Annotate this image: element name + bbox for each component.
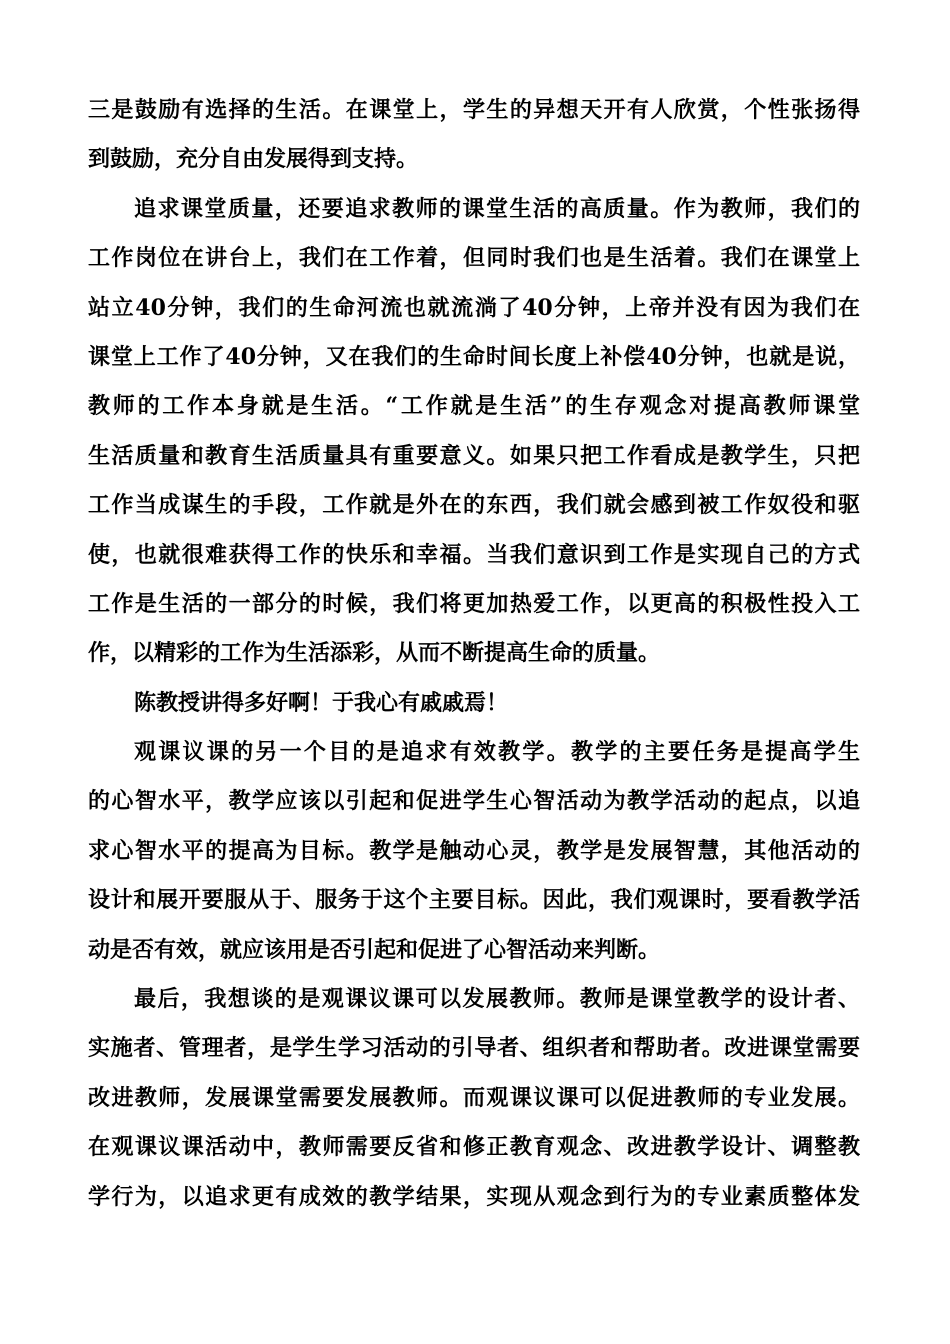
text-line: 实施者、管理者，是学生学习活动的引导者、组织者和帮助者。改进课堂需要 [88, 1035, 860, 1062]
text-line: 工作当成谋生的手段，工作就是外在的东西，我们就会感到被工作奴役和驱 [88, 492, 860, 519]
text-line: 最后，我想谈的是观课议课可以发展教师。教师是课堂教学的设计者、 [134, 986, 860, 1013]
text-line: 在观课议课活动中，教师需要反省和修正教育观念、改进教学设计、调整教 [88, 1134, 860, 1161]
text-line: 改进教师，发展课堂需要发展教师。而观课议课可以促进教师的专业发展。 [88, 1084, 860, 1111]
text-line: 陈教授讲得多好啊！于我心有戚戚焉！ [134, 689, 509, 716]
text-line: 的心智水平，教学应该以引起和促进学生心智活动为教学活动的起点，以追 [88, 788, 860, 815]
text-line: 工作岗位在讲台上，我们在工作着，但同时我们也是生活着。我们在课堂上 [88, 245, 860, 272]
text-line: 生活质量和教育生活质量具有重要意义。如果只把工作看成是教学生，只把 [88, 442, 860, 469]
text-line: 到鼓励，充分自由发展得到支持。 [88, 146, 419, 173]
text-line: 使，也就很难获得工作的快乐和幸福。当我们意识到工作是实现自己的方式 [88, 541, 860, 568]
text-line: 作，以精彩的工作为生活添彩，从而不断提高生命的质量。 [88, 640, 661, 667]
text-line: 站立40分钟，我们的生命河流也就流淌了40分钟，上帝并没有因为我们在 [88, 294, 860, 321]
text-line: 课堂上工作了40分钟，又在我们的生命时间长度上补偿40分钟，也就是说， [88, 343, 860, 370]
text-line: 追求课堂质量，还要追求教师的课堂生活的高质量。作为教师，我们的 [134, 195, 860, 222]
text-line: 教师的工作本身就是生活。“工作就是生活”的生存观念对提高教师课堂 [88, 393, 860, 420]
text-line: 设计和展开要服从于、服务于这个主要目标。因此，我们观课时，要看教学活 [88, 887, 860, 914]
text-line: 工作是生活的一部分的时候，我们将更加热爱工作，以更高的积极性投入工 [88, 590, 860, 617]
text-line: 求心智水平的提高为目标。教学是触动心灵，教学是发展智慧，其他活动的 [88, 837, 860, 864]
text-line: 观课议课的另一个目的是追求有效教学。教学的主要任务是提高学生 [134, 739, 860, 766]
text-line: 三是鼓励有选择的生活。在课堂上，学生的异想天开有人欣赏，个性张扬得 [88, 97, 860, 123]
document-body [88, 86, 860, 1222]
text-line: 动是否有效，就应该用是否引起和促进了心智活动来判断。 [88, 936, 661, 963]
text-line: 学行为，以追求更有成效的教学结果，实现从观念到行为的专业素质整体发 [88, 1183, 860, 1210]
